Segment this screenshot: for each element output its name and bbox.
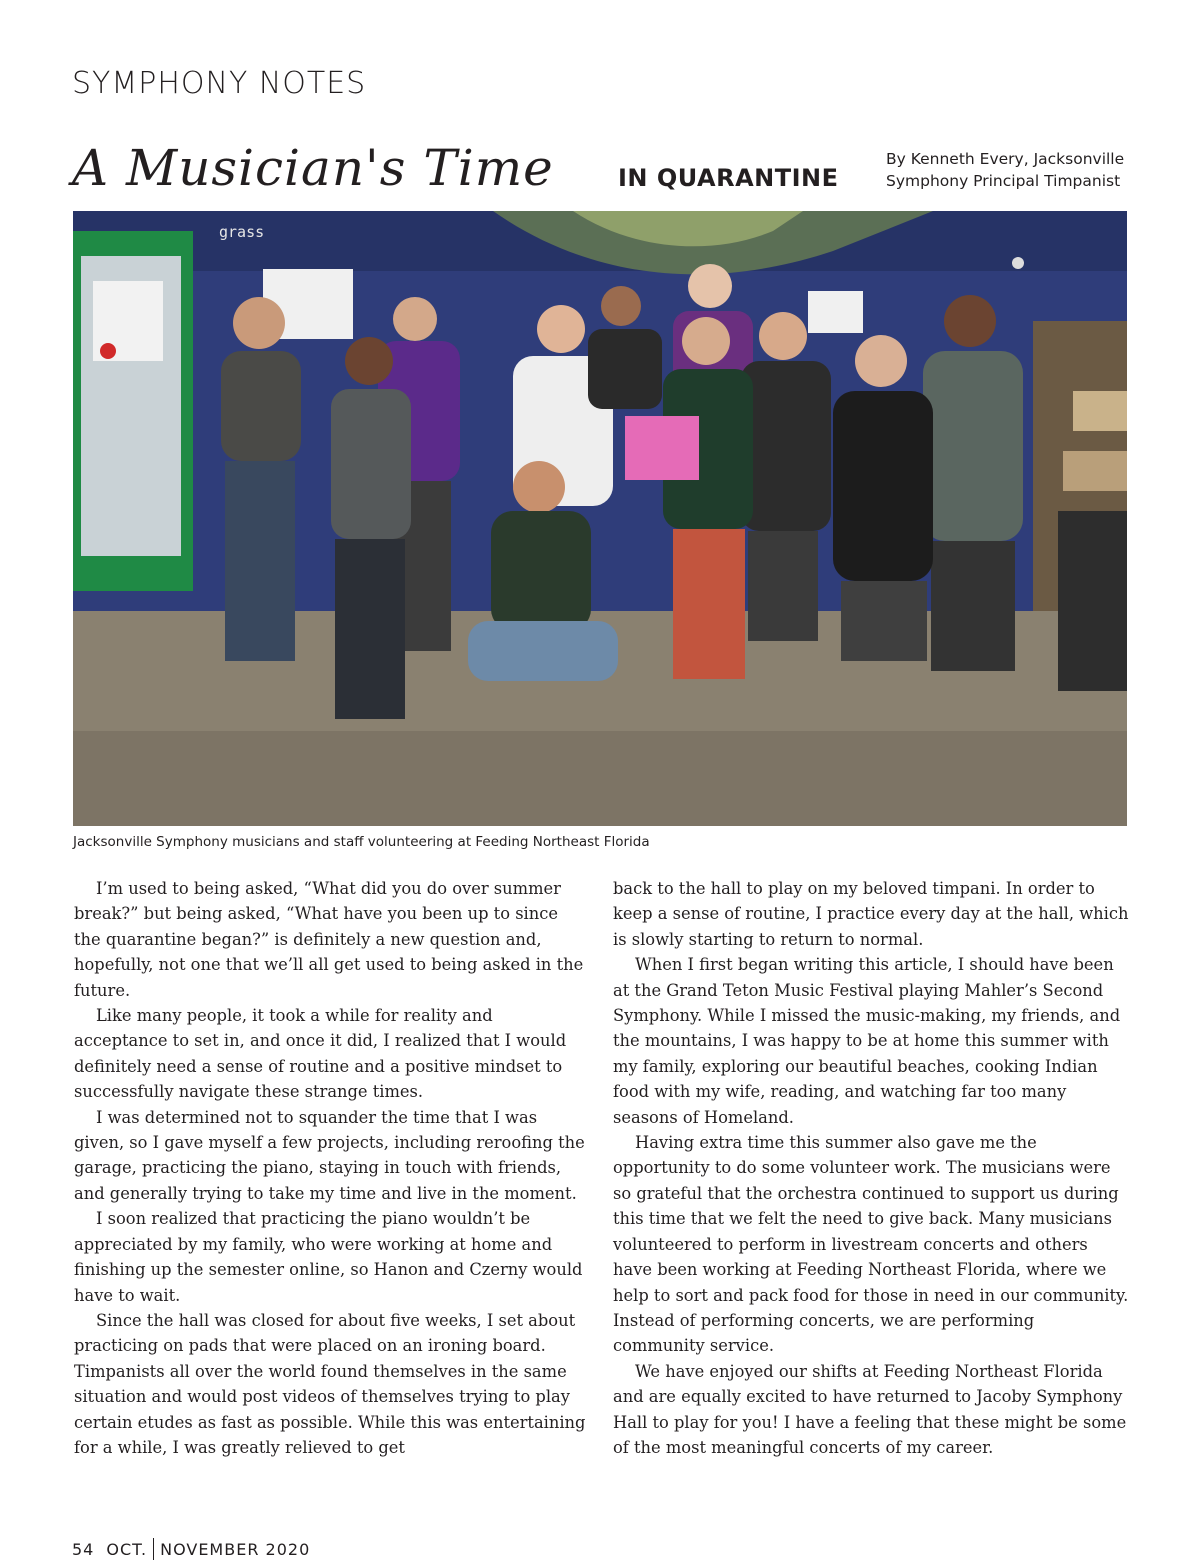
issue-month-b: NOVEMBER 2020 — [160, 1539, 311, 1559]
paragraph: I’m used to being asked, “What did you do over summer break?” but being asked, “What have you been up to since the quarantine began?” is definitely a new question and, hopefully, not one that we’ll all get used to being asked in the future. — [74, 879, 584, 1000]
issue-month-a: OCT. — [106, 1539, 148, 1559]
article-title-suffix: IN QUARANTINE — [618, 164, 839, 192]
paragraph: I was determined not to squander the time that I was given, so I gave myself a few projects, including reroofing the garage, practicing the piano, staying in touch with friends, and generally trying to take my time and live in the moment. — [74, 1107, 585, 1203]
section-label: SYMPHONY NOTES — [72, 66, 367, 101]
article-title: A Musician's Time — [72, 139, 554, 197]
byline — [886, 148, 1136, 192]
paragraph: Like many people, it took a while for reality and acceptance to set in, and once it did, I realized that I would definitely need a sense of routine and a positive mindset to successfully navigate these strange times. — [74, 1006, 567, 1102]
group-photo — [73, 211, 1127, 826]
article-header — [72, 136, 1132, 206]
paragraph: I soon realized that practicing the piano wouldn’t be appreciated by my family, who were working at home and finishing up the semester online, so Hanon and Czerny would have to wait. — [74, 1209, 583, 1305]
paragraph: back to the hall to play on my beloved timpani. In order to keep a sense of routine, I practice every day at the hall, which is slowly starting to return to normal. — [613, 879, 1129, 949]
byline-line-2: Symphony Principal Timpanist — [886, 172, 1121, 190]
paragraph: Having extra time this summer also gave me the opportunity to do some volunteer work. The musicians were so grateful that the orchestra continued to support us during this time that we felt the need to give back. Many musicians volunteered to perform in livestream concerts and others have been working at Feeding Northeast Florida, where we help to sort and pack food for those in need in our community. Instead of performing concerts, we are performing community service. — [613, 1133, 1129, 1356]
page-number: 54 — [72, 1539, 95, 1559]
article-column-right — [613, 876, 1129, 1460]
footer-divider — [153, 1538, 154, 1560]
paragraph: Since the hall was closed for about five weeks, I set about practicing on pads that were placed on an ironing board. Timpanists all over the world found themselves in the same situation and would post videos of themselves trying to play certain etudes as fast as possible. While this was entertaining for a while, I was greatly relieved to get — [74, 1310, 586, 1457]
page-footer — [72, 1538, 310, 1560]
wall-text: grass — [219, 223, 265, 241]
photo-caption: Jacksonville Symphony musicians and staff volunteering at Feeding Northeast Florida — [73, 834, 650, 850]
paragraph: We have enjoyed our shifts at Feeding Northeast Florida and are equally excited to have returned to Jacoby Symphony Hall to play for you! I have a feeling that these might be some of the most meaningful concerts of my career. — [613, 1361, 1127, 1457]
article-column-left — [74, 876, 588, 1460]
paragraph: When I first began writing this article, I should have been at the Grand Teton Music Festival playing Mahler’s Second Symphony. While I missed the music-making, my friends, and the mountains, I was happy to be at home this summer with my family, exploring our beautiful beaches, cooking Indian food with my wife, reading, and watching far too many seasons of Homeland. — [613, 955, 1121, 1127]
byline-line-1: By Kenneth Every, Jacksonville — [886, 150, 1125, 168]
